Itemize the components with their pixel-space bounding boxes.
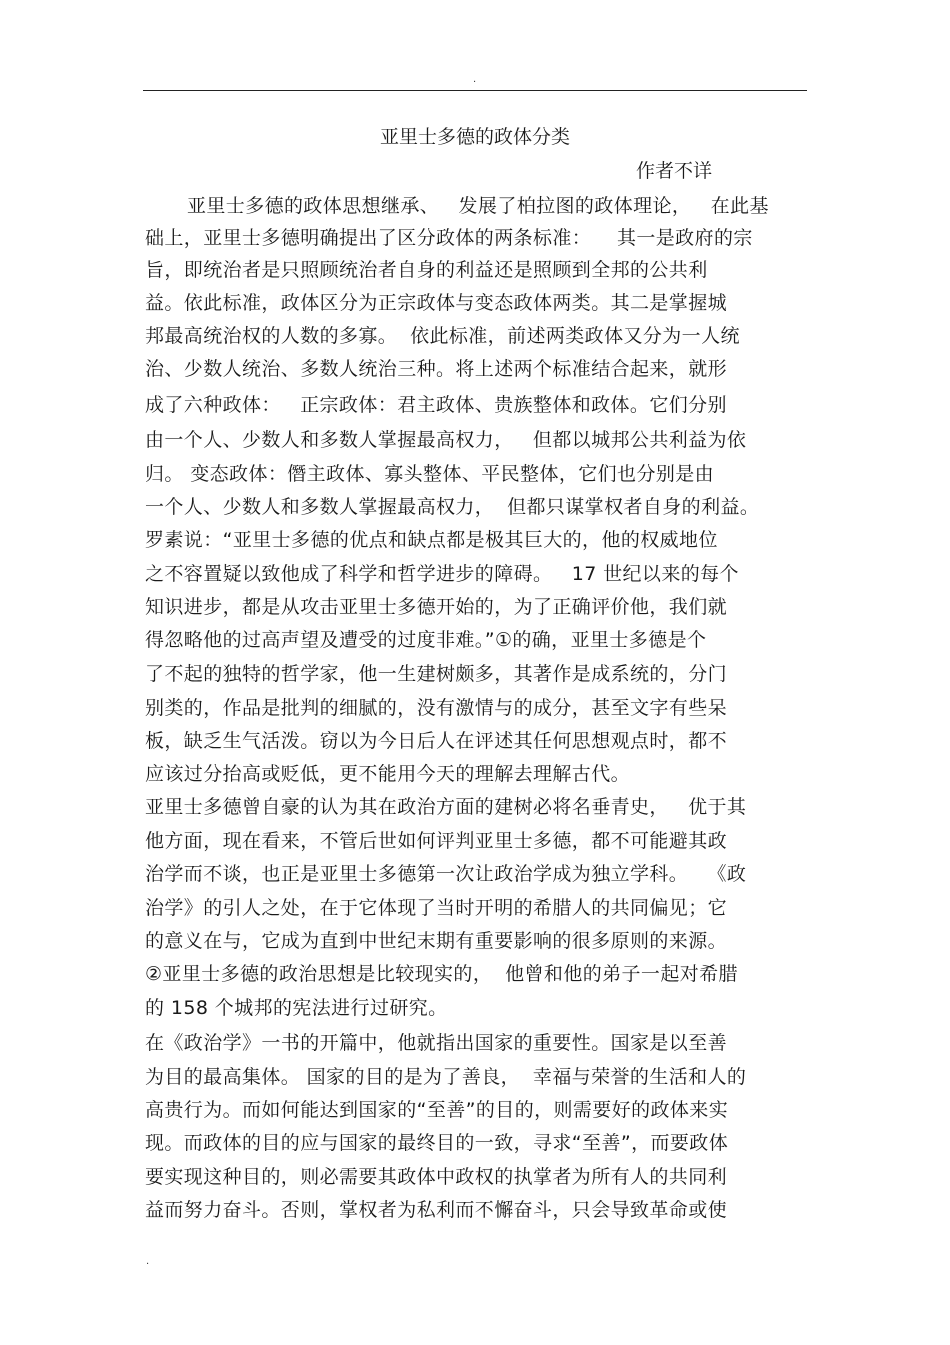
body-line: 的 158 个城邦的宪法进行过研究。 — [145, 997, 448, 1019]
body-line: 高贵行为。而如何能达到国家的“至善”的目的，则需要好的政体来实 — [145, 1099, 729, 1121]
body-line: 应该过分抬高或贬低，更不能用今天的理解去理解古代。 — [145, 763, 631, 785]
header-rule — [143, 90, 807, 91]
body-line: 罗素说：“亚里士多德的优点和缺点都是极其巨大的，他的权威地位 — [145, 529, 718, 551]
body-line: 现。而政体的目的应与国家的最终目的一致，寻求“至善”，而要政体 — [145, 1132, 729, 1154]
footer-mark: . — [146, 1256, 150, 1267]
body-line: 邦最高统治权的人数的多寡。 依此标准，前述两类政体又分为一人统 — [145, 325, 740, 347]
body-line: 益。依此标准，政体区分为正宗政体与变态政体两类。其二是掌握城 — [145, 292, 728, 314]
body-line: 由一个人、少数人和多数人掌握最高权力， 但都以城邦公共利益为依 — [145, 429, 747, 451]
body-line: 亚里士多德曾自豪的认为其在政治方面的建树必将名垂青史， 优于其 — [145, 796, 747, 818]
body-line: ②亚里士多德的政治思想是比较现实的， 他曾和他的弟子一起对希腊 — [145, 963, 738, 985]
body-line: 治、少数人统治、多数人统治三种。将上述两个标准结合起来，就形 — [145, 358, 728, 380]
body-line: 成了六种政体： 正宗政体：君主政体、贵族整体和政体。它们分别 — [145, 394, 727, 416]
body-line: 别类的，作品是批判的细腻的，没有激情与的成分，甚至文字有些呆 — [145, 697, 728, 719]
document-title: 亚里士多德的政体分类 — [379, 126, 570, 148]
body-line: 归。 变态政体：僭主政体、寡头整体、平民整体，它们也分别是由 — [145, 463, 715, 485]
body-line: 益而努力奋斗。否则，掌权者为私利而不懈奋斗，只会导致革命或使 — [145, 1199, 728, 1221]
body-line: 之不容置疑以致他成了科学和哲学进步的障碍。 17 世纪以来的每个 — [145, 563, 739, 585]
body-line: 亚里士多德的政体思想继承、 发展了柏拉图的政体理论， 在此基 — [187, 195, 769, 217]
body-line: 他方面，现在看来，不管后世如何评判亚里士多德，都不可能避其政 — [145, 830, 728, 852]
body-line: 础上，亚里士多德明确提出了区分政体的两条标准： 其一是政府的宗 — [145, 227, 753, 249]
body-line: 治学》的引人之处，在于它体现了当时开明的希腊人的共同偏见；它 — [145, 897, 728, 919]
header-mark: . — [473, 74, 477, 85]
body-line: 旨，即统治者是只照顾统治者自身的利益还是照顾到全邦的公共利 — [145, 259, 708, 281]
body-line: 一个人、少数人和多数人掌握最高权力， 但都只谋掌权者自身的利益。 — [145, 496, 760, 518]
body-line: 得忽略他的过高声望及遭受的过度非难。”①的确，亚里士多德是个 — [145, 629, 707, 651]
body-line: 为目的最高集体。 国家的目的是为了善良， 幸福与荣誉的生活和人的 — [145, 1066, 747, 1088]
document-author: 作者不详 — [636, 160, 713, 182]
body-line: 治学而不谈，也正是亚里士多德第一次让政治学成为独立学科。 《政 — [145, 863, 747, 885]
body-line: 了不起的独特的哲学家，他一生建树颇多，其著作是成系统的，分门 — [145, 663, 728, 685]
body-line: 要实现这种目的，则必需要其政体中政权的执掌者为所有人的共同利 — [145, 1166, 728, 1188]
body-line: 在《政治学》一书的开篇中，他就指出国家的重要性。国家是以至善 — [145, 1032, 728, 1054]
body-line: 板，缺乏生气活泼。窃以为今日后人在评述其任何思想观点时，都不 — [145, 730, 728, 752]
body-line: 知识进步，都是从攻击亚里士多德开始的，为了正确评价他，我们就 — [145, 596, 728, 618]
body-line: 的意义在与，它成为直到中世纪末期有重要影响的很多原则的来源。 — [145, 930, 728, 952]
